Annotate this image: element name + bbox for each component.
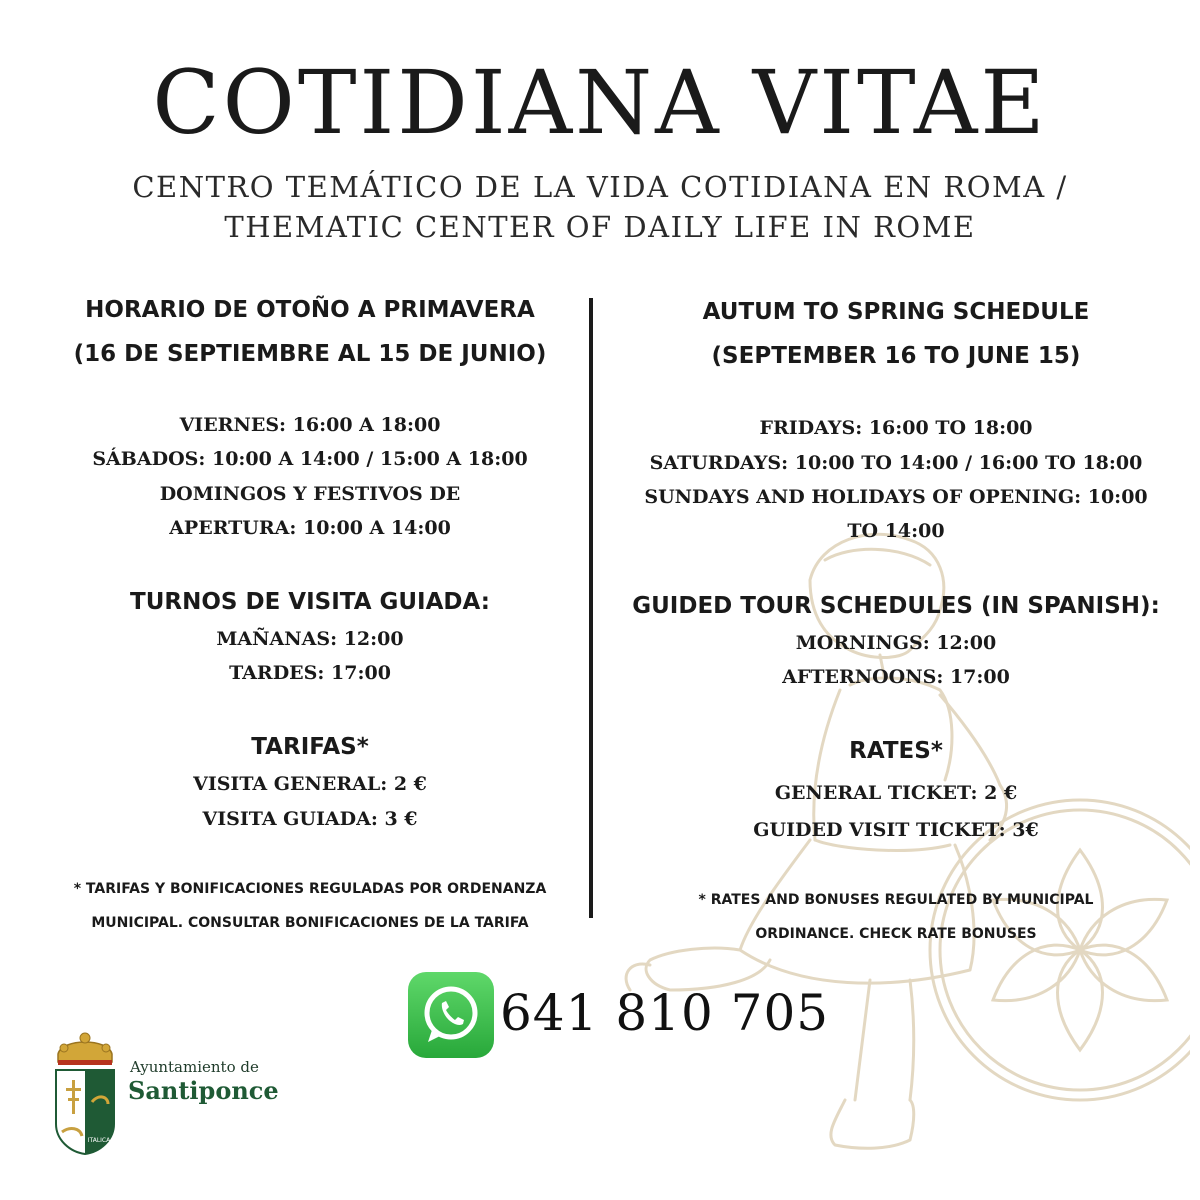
english-note-line: ORDINANCE. CHECK RATE BONUSES bbox=[755, 926, 1037, 942]
english-hours-line: FRIDAYS: 16:00 TO 18:00 bbox=[759, 417, 1033, 439]
english-hours-line: SATURDAYS: 10:00 TO 14:00 / 16:00 TO 18:00 bbox=[649, 452, 1143, 474]
page-title: COTIDIANA VITAE bbox=[152, 51, 1048, 154]
spanish-guided-line: TARDES: 17:00 bbox=[229, 662, 391, 684]
ayuntamiento-name: Santiponce bbox=[128, 1076, 279, 1105]
english-note-line: * RATES AND BONUSES REGULATED BY MUNICIPAL bbox=[698, 892, 1094, 908]
spanish-hours-line: VIERNES: 16:00 A 18:00 bbox=[179, 414, 441, 436]
subtitle-spanish: CENTRO TEMÁTICO DE LA VIDA COTIDIANA EN ROMA / bbox=[132, 170, 1068, 204]
spanish-hours-line: APERTURA: 10:00 A 14:00 bbox=[169, 517, 451, 539]
phone-number[interactable]: 641 810 705 bbox=[500, 984, 830, 1042]
english-guided-line: AFTERNOONS: 17:00 bbox=[782, 666, 1010, 688]
spanish-rates-heading: TARIFAS* bbox=[251, 734, 369, 760]
subtitle-english: THEMATIC CENTER OF DAILY LIFE IN ROME bbox=[224, 210, 976, 244]
english-schedule-dates: (SEPTEMBER 16 TO JUNE 15) bbox=[711, 343, 1081, 369]
column-divider bbox=[589, 298, 593, 918]
english-hours-line: SUNDAYS AND HOLIDAYS OF OPENING: 10:00 bbox=[644, 486, 1148, 508]
whatsapp-icon[interactable] bbox=[408, 972, 494, 1058]
english-rate-line: GUIDED VISIT TICKET: 3€ bbox=[753, 819, 1039, 841]
english-schedule-heading: AUTUM TO SPRING SCHEDULE bbox=[702, 299, 1090, 325]
spanish-rate-line: VISITA GUIADA: 3 € bbox=[202, 808, 418, 830]
spanish-guided-line: MAÑANAS: 12:00 bbox=[216, 628, 404, 650]
spanish-guided-heading: TURNOS DE VISITA GUIADA: bbox=[130, 589, 490, 615]
spanish-note-line: MUNICIPAL. CONSULTAR BONIFICACIONES DE LA TARIFA bbox=[91, 915, 529, 931]
english-guided-heading: GUIDED TOUR SCHEDULES (IN SPANISH): bbox=[632, 593, 1160, 619]
english-rates-heading: RATES* bbox=[849, 738, 943, 764]
spanish-schedule-dates: (16 DE SEPTIEMBRE AL 15 DE JUNIO) bbox=[73, 341, 547, 367]
spanish-note-line: * TARIFAS Y BONIFICACIONES REGULADAS POR ORDENANZA bbox=[73, 881, 547, 897]
spanish-schedule-heading: HORARIO DE OTOÑO A PRIMAVERA bbox=[85, 297, 535, 323]
english-guided-line: MORNINGS: 12:00 bbox=[795, 632, 997, 654]
crest-text: ITALICA bbox=[87, 1137, 111, 1144]
ayuntamiento-label: Ayuntamiento de bbox=[130, 1058, 259, 1076]
spanish-rate-line: VISITA GENERAL: 2 € bbox=[193, 773, 427, 795]
spanish-hours-line: SÁBADOS: 10:00 A 14:00 / 15:00 A 18:00 bbox=[92, 448, 528, 470]
santiponce-crest-icon bbox=[52, 1032, 118, 1156]
spanish-hours-line: DOMINGOS Y FESTIVOS DE bbox=[159, 483, 461, 505]
english-hours-line: TO 14:00 bbox=[847, 520, 945, 542]
english-rate-line: GENERAL TICKET: 2 € bbox=[774, 782, 1018, 804]
